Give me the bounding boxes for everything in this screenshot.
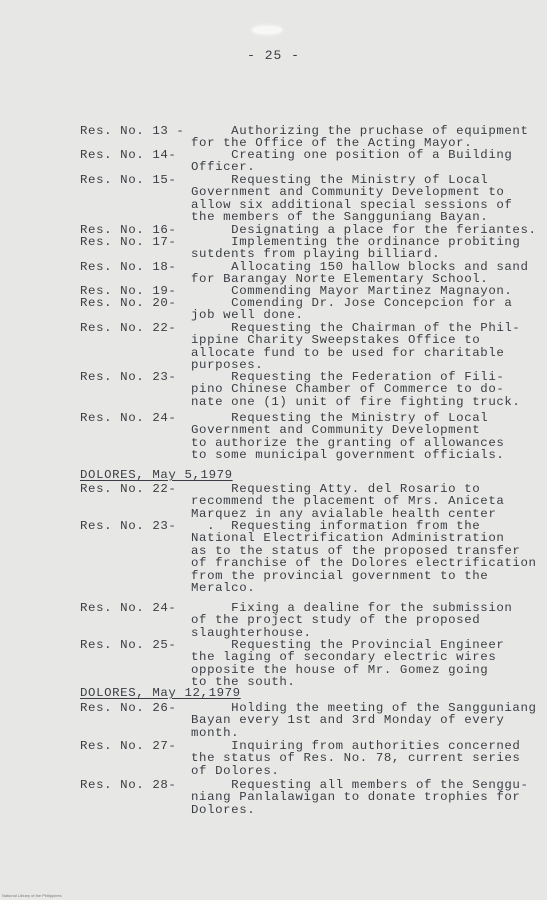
resolution-number: Res. No. 20- xyxy=(80,296,177,310)
resolution-text-line: to some municipal government officials. xyxy=(191,448,505,463)
resolution-number: Res. No. 13 - xyxy=(80,124,185,138)
resolution-number: Res. No. 24- xyxy=(80,601,177,615)
resolution-number: Res. No. 17- xyxy=(80,235,177,249)
punch-hole-mark xyxy=(252,26,282,34)
resolution-number: Res. No. 19- xyxy=(80,284,177,298)
resolution-text-line: to the south. xyxy=(191,675,296,690)
resolution-text-line: Designating a place for the feriantes. xyxy=(191,223,537,237)
resolution-text-line: month. xyxy=(191,725,240,740)
resolution-text-line: the members of the Sangguniang Bayan. xyxy=(191,210,489,225)
resolution-text-line: Officer. xyxy=(191,160,256,175)
resolution-text-line: Meralco. xyxy=(191,581,256,595)
resolution-text-line: Holding the meeting of the Sangguniang xyxy=(191,701,537,715)
resolution-number: Res. No. 22- xyxy=(80,482,177,496)
resolution-text-line: Requesting all members of the Senggu- xyxy=(191,778,529,792)
resolution-text-line: Requesting the Ministry of Local xyxy=(191,411,489,425)
resolution-number: Res. No. 14- xyxy=(80,148,177,162)
resolution-text-line: Authorizing the pruchase of equipment xyxy=(191,124,529,138)
resolution-text-line: Requesting Atty. del Rosario to xyxy=(191,482,481,496)
meeting-date-header: DOLORES, May 5,1979 xyxy=(80,468,233,482)
resolution-text-line: Dolores. xyxy=(191,802,256,817)
resolution-text-line: nate one (1) unit of fire fighting truck. xyxy=(191,394,521,409)
resolution-text-line: . Requesting information from the xyxy=(191,519,481,533)
resolution-text-line: ippine Charity Sweepstakes Office to xyxy=(191,333,481,348)
resolution-text-line: Requesting the Chairman of the Phil- xyxy=(191,321,521,335)
resolution-text-line: slaughterhouse. xyxy=(191,625,312,640)
resolution-text-line: from the provincial government to the xyxy=(191,568,489,583)
resolution-number: Res. No. 23- xyxy=(80,519,177,533)
resolution-number: Res. No. 25- xyxy=(80,638,177,652)
resolution-text-line: niang Panlalawigan to donate trophies for xyxy=(191,790,521,805)
resolution-text-line: Commending Mayor Martinez Magnayon. xyxy=(191,284,513,298)
resolution-text-line: of franchise of the Dolores electrification xyxy=(191,556,537,571)
resolution-text-line: allocate fund to be used for charitable xyxy=(191,345,505,360)
resolution-text-line: for the Office of the Acting Mayor. xyxy=(191,136,473,151)
resolution-text-line: Requesting the Ministry of Local xyxy=(191,173,489,187)
resolution-text-line: Comending Dr. Jose Concepcion for a xyxy=(191,296,513,310)
resolution-number: Res. No. 22- xyxy=(80,321,177,335)
resolution-number: Res. No. 18- xyxy=(80,260,177,274)
resolution-text-line: National Electrification Administration xyxy=(191,531,505,546)
resolution-number: Res. No. 15- xyxy=(80,173,177,187)
meeting-date-header: DOLORES, May 12,1979 xyxy=(80,686,241,700)
resolution-number: Res. No. 28- xyxy=(80,778,177,792)
resolution-number: Res. No. 26- xyxy=(80,701,177,715)
resolution-number: Res. No. 24- xyxy=(80,411,177,425)
resolution-number: Res. No. 23- xyxy=(80,370,177,384)
resolution-text-line: pino Chinese Chamber of Commerce to do- xyxy=(191,382,505,397)
resolution-text-line: as to the status of the proposed transfer xyxy=(191,543,521,558)
resolution-text-line: opposite the house of Mr. Gomez going xyxy=(191,662,489,677)
resolution-number: Res. No. 27- xyxy=(80,739,177,753)
resolution-text-line: Government and Community Development xyxy=(191,423,481,438)
page-number: - 25 - xyxy=(247,48,300,63)
resolution-text-line: Marquez in any avialable health center xyxy=(191,506,497,521)
resolution-text-line: job well done. xyxy=(191,308,304,323)
resolution-text-line: the laging of secondary electric wires xyxy=(191,650,497,665)
resolution-text-line: purposes. xyxy=(191,358,264,373)
resolution-text-line: of the project study of the proposed xyxy=(191,613,481,628)
resolution-text-line: sutdents from playing billiard. xyxy=(191,247,441,262)
resolution-text-line: Requesting the Provincial Engineer xyxy=(191,638,505,652)
resolution-text-line: the status of Res. No. 78, current series xyxy=(191,751,521,766)
resolution-text-line: Requesting the Federation of Fili- xyxy=(191,370,505,384)
resolution-text-line: allow six additional special sessions of xyxy=(191,197,513,212)
resolution-text-line: Implementing the ordinance probiting xyxy=(191,235,521,249)
resolution-text-line: Allocating 150 hallow blocks and sand xyxy=(191,260,529,274)
resolution-text-line: of Dolores. xyxy=(191,763,280,778)
resolution-text-line: recommend the placement of Mrs. Aniceta xyxy=(191,494,505,509)
resolution-text-line: Inquiring from authorities concerned xyxy=(191,739,521,753)
resolution-text-line: Bayan every 1st and 3rd Monday of every xyxy=(191,713,505,728)
resolution-number: Res. No. 16- xyxy=(80,223,177,237)
resolution-text-line: for Barangay Norte Elementary School. xyxy=(191,272,489,287)
resolution-text-line: Creating one position of a Building xyxy=(191,148,513,162)
resolution-text-line: to authorize the granting of allowances xyxy=(191,435,505,450)
resolution-text-line: Government and Community Development to xyxy=(191,185,505,200)
resolution-text-line: Fixing a dealine for the submission xyxy=(191,601,513,615)
archive-footer: National Library of the Philippines xyxy=(2,893,62,898)
